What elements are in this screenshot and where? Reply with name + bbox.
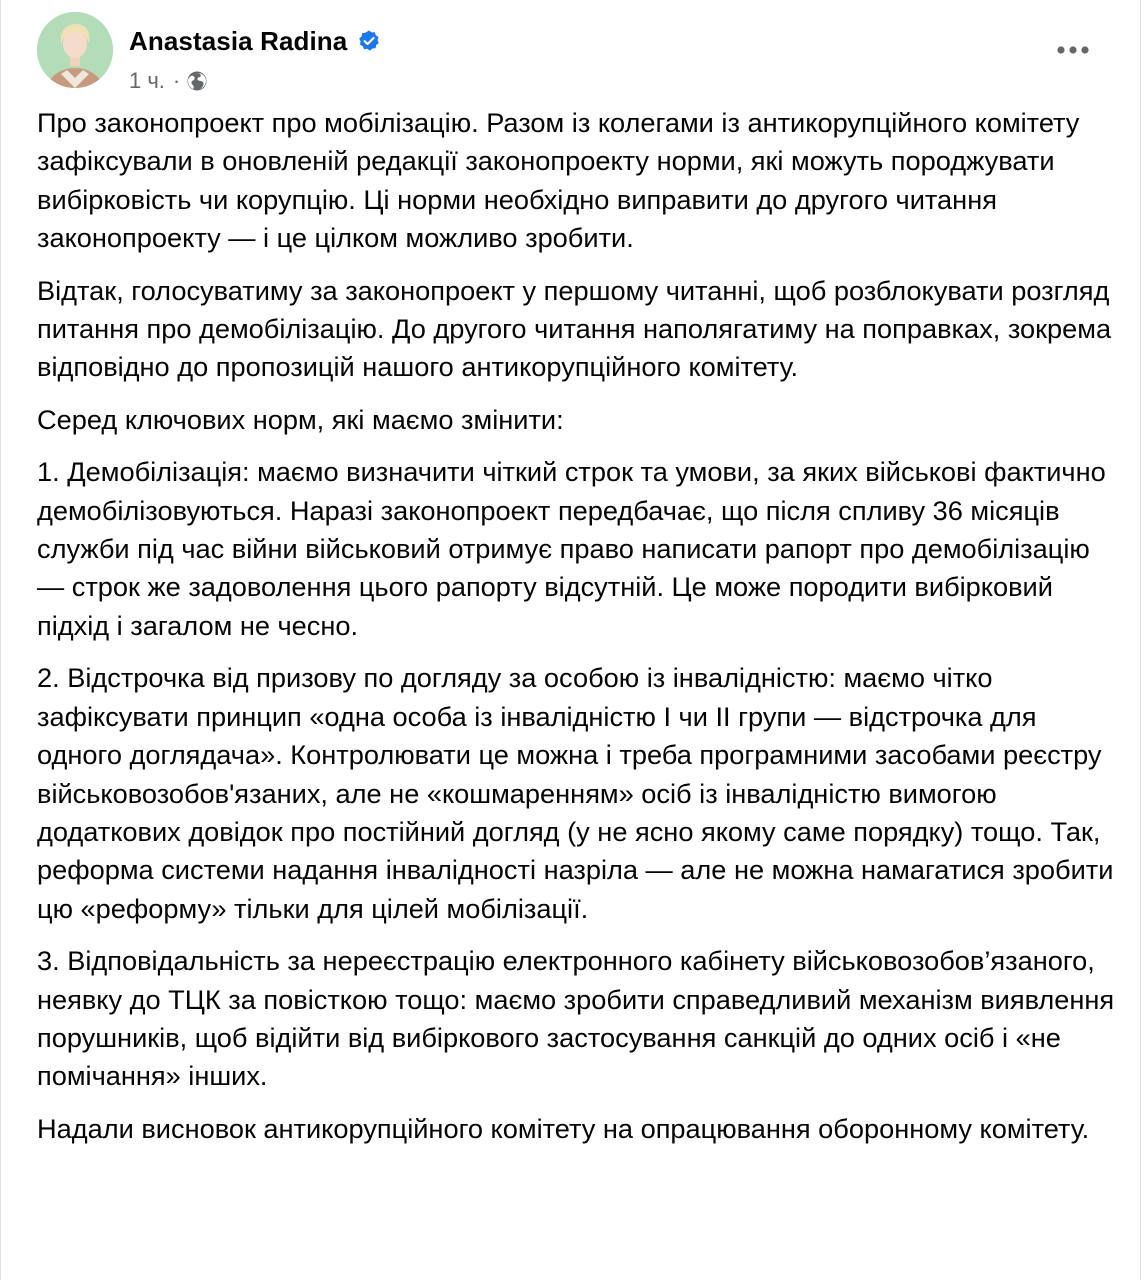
avatar-image: [37, 12, 113, 88]
author-line: [129, 24, 381, 58]
post-time[interactable]: 1 ч.: [129, 68, 165, 93]
globe-icon[interactable]: [186, 70, 208, 92]
post-paragraph: 1. Демобілізація: маємо визначити чіткий строк та умови, за яких військові фактично демобілізовуються. Наразі законопроект передбачає, що після спливу 36 місяців служби під час війни військовий отримує право написати рапорт про демобілізацію — строк же задоволення цього рапорту відсутній. Це може породити вибірковий підхід і загалом не чесно.: [37, 456, 1106, 641]
post-paragraph: 2. Відстрочка від призову по догляду за особою із інвалідністю: маємо чітко зафіксувати принцип «одна особа із інвалідністю I чи II групи — відстрочка для одного доглядача». Контролювати це можна і треба програмними засобами реєстру військовозобов'язаних, але не «кошмаренням» осіб із інвалідністю вимогою додаткових довідок про постійний догляд (у не ясно якому саме порядку) тощо. Так, реформа системи надання інвалідності назріла — але не можна намагатися зробити цю «реформу» тільки для цілей мобілізації.: [37, 662, 1114, 924]
post-paragraph: Серед ключових норм, які маємо змінити:: [37, 403, 564, 435]
meta-separator: ·: [172, 68, 181, 93]
author-name[interactable]: Anastasia Radina: [129, 25, 348, 56]
verified-badge-icon: [357, 29, 381, 53]
post-paragraph: Відтак, голосуватиму за законопроект у першому читанні, щоб розблокувати розгляд питання про демобілізацію. До другого читання наполягатиму на поправках, зокрема відповідно до пропозицій нашого антикорупційного комітету.: [37, 274, 1112, 383]
post-header: [37, 12, 1107, 92]
post-text: [37, 104, 1117, 1162]
post-paragraph: Про законопроект про мобілізацію. Разом із колегами із антикорупційного комітету зафіксували в оновленій редакції законопроекту норми, які можуть породжувати вибірковість чи корупцію. Ці норми необхідно виправити до другого читання законопроекту — і це цілком можливо зробити.: [37, 107, 1080, 254]
post-meta: [129, 66, 208, 96]
avatar[interactable]: [37, 12, 113, 88]
more-options-icon[interactable]: [1051, 32, 1095, 68]
post-paragraph: 3. Відповідальність за нереєстрацію електронного кабінету військовозобов’язаного, неявку до ТЦК за повісткою тощо: маємо зробити справедливий механізм виявлення порушників, щоб відійти від вибіркового застосування санкцій до одних осіб і «не помічання» інших.: [37, 945, 1115, 1092]
post-paragraph: Надали висновок антикорупційного комітету на опрацювання оборонному комітету.: [37, 1112, 1090, 1144]
